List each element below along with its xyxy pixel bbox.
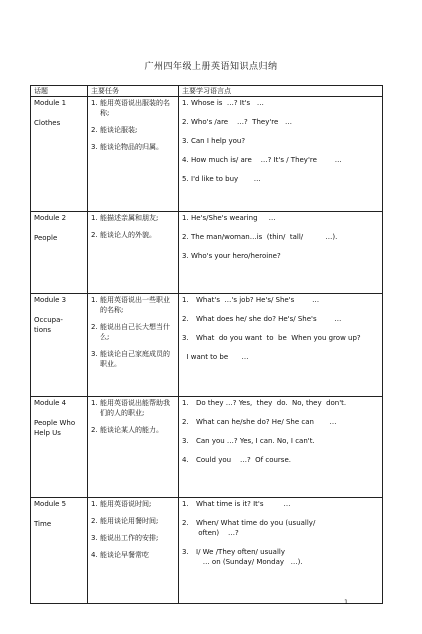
language-cell xyxy=(179,498,383,604)
language-number: 1. xyxy=(182,99,189,107)
task-number: 3. xyxy=(91,143,98,151)
task-item xyxy=(91,349,175,369)
task-text: 能谈论自己家庭成员的职业。 xyxy=(100,350,170,368)
task-number: 1. xyxy=(91,214,98,222)
topic-line: Occupa- xyxy=(34,316,63,324)
language-point xyxy=(182,398,379,408)
language-number: 5. xyxy=(182,175,189,183)
task-text: 能谈论某人的能力。 xyxy=(100,426,163,434)
language-point xyxy=(182,436,379,446)
topic-cell xyxy=(31,294,88,397)
task-item xyxy=(91,322,175,342)
language-cell xyxy=(179,294,383,397)
language-text: Can you …? Yes, I can. No, I can't. xyxy=(196,437,315,445)
header-language: 主要学习语言点 xyxy=(179,86,383,97)
language-number: 1. xyxy=(182,399,189,407)
language-text: Do they …? Yes, they do. No, they don't. xyxy=(196,399,347,407)
header-tasks: 主要任务 xyxy=(88,86,179,97)
task-number: 1. xyxy=(91,399,98,407)
language-text: When/ What time do you (usually/ often) …? xyxy=(196,519,316,537)
table-header-row xyxy=(31,86,383,97)
topic-line: Module 2 xyxy=(34,214,67,222)
language-point xyxy=(182,136,379,146)
language-number: 4. xyxy=(182,156,189,164)
task-text: 能说出工作的安排; xyxy=(100,534,159,542)
language-cell xyxy=(179,397,383,498)
language-point xyxy=(182,518,379,538)
knowledge-table xyxy=(30,85,383,604)
task-number: 3. xyxy=(91,534,98,542)
language-point xyxy=(182,174,379,184)
task-item xyxy=(91,295,175,315)
task-text: 能用英语说出能帮助我们的人的职业; xyxy=(100,399,170,417)
language-point xyxy=(182,314,379,324)
language-point xyxy=(182,232,379,242)
language-point xyxy=(182,155,379,165)
task-item xyxy=(91,550,175,560)
task-text: 能谈论早餐常吃 xyxy=(100,551,149,559)
table-row xyxy=(31,212,383,294)
task-number: 2. xyxy=(91,426,98,434)
task-text: 能谈论物品的归属。 xyxy=(100,143,163,151)
language-point xyxy=(182,295,379,305)
task-text: 能谈论服装; xyxy=(100,126,138,134)
topic-line: tions xyxy=(34,326,52,334)
language-number: 1. xyxy=(182,296,189,304)
table-row xyxy=(31,498,383,604)
language-text: I/ We /They often/ usually … on (Sunday/ Monday …). xyxy=(196,548,303,566)
topic-cell xyxy=(31,498,88,604)
task-number: 2. xyxy=(91,323,98,331)
topic-line: People Who xyxy=(34,419,76,427)
language-point xyxy=(182,547,379,567)
page-number: 1 xyxy=(344,599,348,606)
language-point xyxy=(182,213,379,223)
language-point xyxy=(182,455,379,465)
topic-line: Module 4 xyxy=(34,399,67,407)
language-text: Who's /are …? They're … xyxy=(191,118,292,126)
language-number: 2. xyxy=(182,233,189,241)
language-text: What's …'s job? He's/ She's … xyxy=(196,296,320,304)
table-row xyxy=(31,97,383,212)
table-row xyxy=(31,397,383,498)
header-topic: 话题 xyxy=(31,86,88,97)
language-text: What do you want to be When you grow up? xyxy=(196,334,361,342)
language-point xyxy=(182,117,379,127)
language-number: 2. xyxy=(182,418,189,426)
task-text: 能用英语说时间; xyxy=(100,500,152,508)
topic-line: Module 5 xyxy=(34,500,67,508)
task-text: 能说出自己长大想当什么; xyxy=(100,323,170,341)
task-item xyxy=(91,213,175,223)
topic-cell xyxy=(31,212,88,294)
task-item xyxy=(91,499,175,509)
language-number: 2. xyxy=(182,118,189,126)
topic-line: People xyxy=(34,234,58,242)
language-text: Could you …? Of course. xyxy=(196,456,291,464)
topic-line: Module 3 xyxy=(34,296,67,304)
topic-line: Help Us xyxy=(34,429,61,437)
task-item xyxy=(91,230,175,240)
task-item xyxy=(91,533,175,543)
language-number: 2. xyxy=(182,519,189,527)
task-number: 2. xyxy=(91,517,98,525)
language-point xyxy=(182,333,379,343)
language-point xyxy=(182,251,379,261)
task-item xyxy=(91,125,175,135)
language-point xyxy=(182,417,379,427)
language-cell xyxy=(179,97,383,212)
language-number: 3. xyxy=(182,548,189,556)
task-number: 4. xyxy=(91,551,98,559)
task-item xyxy=(91,142,175,152)
task-number: 2. xyxy=(91,126,98,134)
language-point xyxy=(182,98,379,108)
language-number: 3. xyxy=(182,252,189,260)
language-number: 3. xyxy=(182,334,189,342)
topic-cell xyxy=(31,397,88,498)
language-text: Can I help you? xyxy=(191,137,246,145)
task-item xyxy=(91,98,175,118)
task-item xyxy=(91,398,175,418)
language-text: Whose is …? It's … xyxy=(191,99,264,107)
language-text: He's/She's wearing … xyxy=(191,214,276,222)
language-extra: I want to be … xyxy=(182,353,249,361)
language-number: 4. xyxy=(182,456,189,464)
task-number: 1. xyxy=(91,99,98,107)
tasks-cell xyxy=(88,397,179,498)
topic-line: Clothes xyxy=(34,119,61,127)
task-text: 能谈论人的外貌。 xyxy=(100,231,156,239)
language-text: Who's your hero/heroine? xyxy=(191,252,281,260)
topic-cell xyxy=(31,97,88,212)
language-number: 1. xyxy=(182,500,189,508)
tasks-cell xyxy=(88,498,179,604)
tasks-cell xyxy=(88,97,179,212)
table-row xyxy=(31,294,383,397)
tasks-cell xyxy=(88,212,179,294)
topic-line: Time xyxy=(34,520,52,528)
page-title: 广州四年级上册英语知识点归纳 xyxy=(144,62,278,72)
language-text: I'd like to buy … xyxy=(191,175,261,183)
language-number: 2. xyxy=(182,315,189,323)
topic-line: Module 1 xyxy=(34,99,67,107)
language-text: How much is/ are …? It's / They're … xyxy=(191,156,342,164)
task-number: 2. xyxy=(91,231,98,239)
task-number: 1. xyxy=(91,296,98,304)
task-text: 能用谈论用餐时间; xyxy=(100,517,159,525)
task-text: 能描述亲属和朋友; xyxy=(100,214,159,222)
task-number: 3. xyxy=(91,350,98,358)
language-number: 3. xyxy=(182,137,189,145)
task-text: 能用英语说出一些职业的名称; xyxy=(100,296,170,314)
task-number: 1. xyxy=(91,500,98,508)
task-text: 能用英语说出服装的名称; xyxy=(100,99,170,117)
task-item xyxy=(91,516,175,526)
language-number: 1. xyxy=(182,214,189,222)
language-text: What time is it? It's … xyxy=(196,500,291,508)
language-point xyxy=(182,499,379,509)
language-cell xyxy=(179,212,383,294)
language-text: What does he/ she do? He's/ She's … xyxy=(196,315,342,323)
tasks-cell xyxy=(88,294,179,397)
language-text: What can he/she do? He/ She can … xyxy=(196,418,337,426)
language-text: The man/woman…is (thin/ tall/ …). xyxy=(191,233,338,241)
language-number: 3. xyxy=(182,437,189,445)
task-item xyxy=(91,425,175,435)
